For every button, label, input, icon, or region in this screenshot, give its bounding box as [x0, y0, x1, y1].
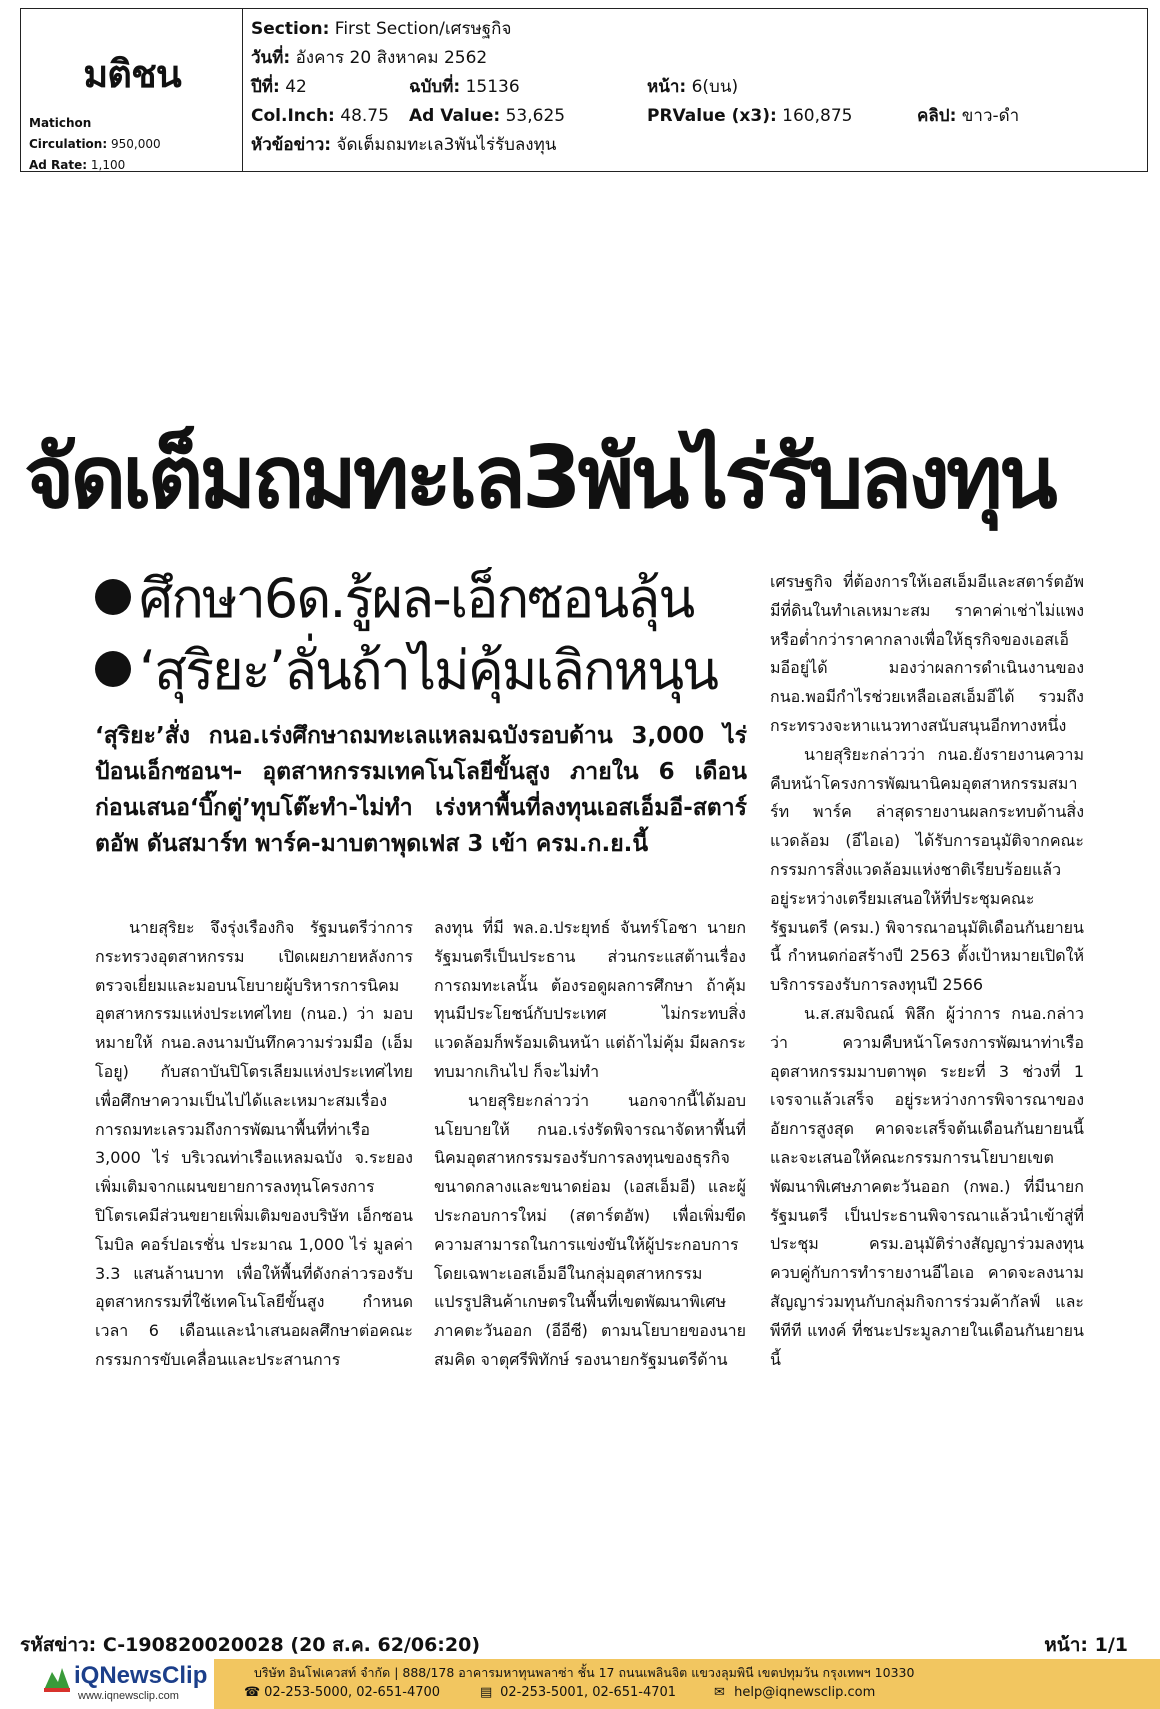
section-row [251, 15, 1139, 44]
page-label: หน้า: [647, 77, 687, 97]
headline-row [251, 131, 1139, 160]
colinch-label: Col.Inch: [251, 106, 335, 126]
issue-row [251, 73, 1139, 102]
phone-icon: ☎ [244, 1685, 261, 1700]
subhead-1-text: ศึกษา6ด.รู้ผล-เอ็กซอนลุ้น [139, 567, 694, 630]
publication-panel [21, 9, 243, 171]
bullet-icon [95, 651, 131, 687]
value-row [251, 102, 1139, 131]
article-column-3 [770, 568, 1084, 1374]
iqnewsclip-logo[interactable] [38, 1660, 208, 1706]
paragraph: เศรษฐกิจ ที่ต้องการให้เอสเอ็มอีและสตาร์ตอัพมีที่ดินในทำเลเหมาะสม ราคาค่าเช่าไม่แพงหรือต่ำกว่าราคากลางเพื่อให้ธุรกิจของเอสเอ็มอีอยู่ได้ มองว่าผลการดำเนินงานของ กนอ.พอมีกำไรช่วยเหลือเอสเอ็มอีได้ รวมถึงกระทรวงจะหาแนวทางสนับสนุนอีกทางหนึ่ง [770, 572, 1084, 735]
fax-icon: ▤ [480, 1685, 493, 1700]
email-address[interactable]: help@iqnewsclip.com [734, 1685, 876, 1700]
clip-header [20, 8, 1148, 172]
year-label: ปีที่: [251, 77, 280, 97]
page-count: หน้า: 1/1 [1044, 1634, 1128, 1656]
brand-name: iQNewsClip [74, 1662, 208, 1689]
headline-label: หัวข้อข่าว: [251, 135, 332, 155]
issue-value: 15136 [465, 77, 520, 97]
subhead-2-text: ‘สุริยะ’ลั่นถ้าไม่คุ้มเลิกหนุน [139, 639, 718, 702]
date-value: อังคาร 20 สิงหาคม 2562 [295, 48, 488, 68]
publication-meta [29, 113, 161, 176]
section-label: Section: [251, 19, 330, 39]
prvalue-value: 160,875 [782, 106, 853, 126]
section-value: First Section/เศรษฐกิจ [334, 19, 512, 39]
news-reference-code: รหัสข่าว: C-190820020028 (20 ส.ค. 62/06:20) [20, 1634, 481, 1656]
date-label: วันที่: [251, 48, 291, 68]
publication-logo: มติชน [83, 52, 181, 96]
adrate-value: 1,100 [90, 158, 126, 172]
issue-label: ฉบับที่: [409, 77, 461, 97]
article-headline: จัดเต็มถมทะเล3พันไร่รับลงทุน [24, 428, 1054, 528]
paragraph: ลงทุน ที่มี พล.อ.ประยุทธ์ จันทร์โอชา นายกรัฐมนตรีเป็นประธาน ส่วนกระแสต้านเรื่องการถมทะเลนั้น ต้องรอดูผลการศึกษา ถ้าคุ้มทุนมีประโยชน์กับประเทศ ไม่กระทบสิ่งแวดล้อมก็พร้อมเดินหน้า แต่ถ้าไม่คุ้ม มีผลกระทบมากเกินไป ก็จะไม่ทำ [434, 918, 746, 1081]
article-column-2 [434, 914, 746, 1375]
article-column-1 [95, 914, 413, 1375]
circulation-value: 950,000 [110, 137, 161, 151]
adrate-label: Ad Rate: [29, 158, 88, 172]
colinch-value: 48.75 [340, 106, 389, 126]
prvalue-label: PRValue (x3): [647, 106, 777, 126]
article-subhead-2 [95, 636, 717, 706]
paragraph: นายสุริยะ จึงรุ่งเรืองกิจ รัฐมนตรีว่าการกระทรวงอุตสาหกรรม เปิดเผยภายหลังการตรวจเยี่ยมและมอบนโยบายผู้บริหารการนิคมอุตสาหกรรมแห่งประเทศไทย (กนอ.) ว่า มอบหมายให้ กนอ.ลงนามบันทึกความร่วมมือ (เอ็มโอยู) กับสถาบันปิโตรเลียมแห่งประเทศไทย เพื่อศึกษาความเป็นไปได้และเหมาะสมเรื่องการถมทะเลรวมถึงการพัฒนาพื้นที่ท่าเรือ 3,000 ไร่ บริเวณท่าเรือแหลมฉบัง จ.ระยอง เพิ่มเติมจากแผนขยายการลงทุนโครงการปิโตรเคมีส่วนขยายเพิ่มเติมของบริษัท เอ็กซอน โมบิล คอร์ปอเรชั่น ประมาณ 1,000 ไร่ มูลค่า 3.3 แสนล้านบาท เพื่อให้พื้นที่ดังกล่าวรองรับอุตสาหกรรมที่ใช้เทคโนโลยีขั้นสูง กำหนดเวลา 6 เดือนและนำเสนอผลศึกษาต่อคณะกรรมการขับเคลื่อนและประสานการ [95, 918, 413, 1369]
article-lead: ‘สุริยะ’สั่ง กนอ.เร่งศึกษาถมทะเลแหลมฉบังรอบด้าน 3,000 ไร่ ป้อนเอ็กซอนฯ- อุตสาหกรรมเทคโนโลยีขั้นสูง ภายใน 6 เดือน ก่อนเสนอ‘บิ๊กตู่’ทุบโต๊ะทำ-ไม่ทำ เร่งหาพื้นที่ลงทุนเอสเอ็มอี-สตาร์ตอัพ ดันสมาร์ท พาร์ค-มาบตาพุดเฟส 3 เข้า ครม.ก.ย.นี้ [95, 723, 747, 857]
phone-numbers: 02-253-5000, 02-651-4700 [264, 1685, 441, 1700]
company-address: บริษัท อินโฟเควสท์ จำกัด | 888/178 อาคารมหาทุนพลาซ่า ชั้น 17 ถนนเพลินจิต แขวงลุมพินี เขตปทุมวัน กรุงเทพฯ 10330 [254, 1665, 915, 1680]
bullet-icon [95, 579, 131, 615]
paragraph: นายสุริยะกล่าวว่า กนอ.ยังรายงานความคืบหน้าโครงการพัฒนานิคมอุตสาหกรรมสมาร์ท พาร์ค ล่าสุดรายงานผลกระทบด้านสิ่งแวดล้อม (อีไอเอ) ได้รับการอนุมัติจากคณะกรรมการสิ่งแวดล้อมแห่งชาติเรียบร้อยแล้ว อยู่ระหว่างเตรียมเสนอให้ที่ประชุมคณะรัฐมนตรี (ครม.) พิจารณาอนุมัติเดือนกันยายนนี้ กำหนดก่อสร้างปี 2563 ตั้งเป้าหมายเปิดให้บริการรองรับการลงทุนปี 2566 [770, 744, 1084, 995]
fax-numbers: 02-253-5001, 02-651-4701 [500, 1685, 677, 1700]
email-icon: ✉ [714, 1685, 725, 1700]
advalue-label: Ad Value: [409, 106, 501, 126]
article-subhead-1 [95, 564, 693, 634]
year-value: 42 [285, 77, 307, 97]
newsclip-logo-icon [42, 1664, 72, 1694]
clip-label: คลิป: [917, 106, 957, 126]
paragraph: นายสุริยะกล่าวว่า นอกจากนี้ได้มอบนโยบายให้ กนอ.เร่งรัดพิจารณาจัดหาพื้นที่นิคมอุตสาหกรรมรองรับการลงทุนของธุรกิจขนาดกลางและขนาดย่อม (เอสเอ็มอี) และผู้ประกอบการใหม่ (สตาร์ตอัพ) เพื่อเพิ่มขีดความสามารถในการแข่งขันให้ผู้ประกอบการ โดยเฉพาะเอสเอ็มอีในกลุ่มอุตสาหกรรมแปรรูปสินค้าเกษตรในพื้นที่เขตพัฒนาพิเศษภาคตะวันออก (อีอีซี) ตามนโยบายของนายสมคิด จาตุศรีพิทักษ์ รองนายกรัฐมนตรีด้าน [434, 1090, 746, 1369]
brand-url[interactable]: www.iqnewsclip.com [78, 1690, 179, 1702]
date-row [251, 44, 1139, 73]
footer-contact-bar [214, 1659, 1160, 1709]
paragraph: น.ส.สมจิณณ์ พิลึก ผู้ว่าการ กนอ.กล่าวว่า ความคืบหน้าโครงการพัฒนาท่าเรืออุตสาหกรรมมาบตาพุด ระยะที่ 3 ช่วงที่ 1 เจรจาแล้วเสร็จ อยู่ระหว่างการพิจารณาของอัยการสูงสุด คาดจะเสร็จต้นเดือนกันยายนนี้ และจะเสนอให้คณะกรรมการนโยบายเขตพัฒนาพิเศษภาคตะวันออก (กพอ.) ที่มีนายกรัฐมนตรี เป็นประธานพิจารณาแล้วนำเข้าสู่ที่ประชุม ครม.อนุมัติร่างสัญญาร่วมลงทุน ควบคู่กับการทำรายงานอีไอเอ คาดจะลงนามสัญญาร่วมทุนกับกลุ่มกิจการร่วมค้ากัลฟ์ และพีทีที แทงค์ ที่ชนะประมูลภายในเดือนกันยายนนี้ [770, 1003, 1084, 1369]
clip-info-panel [251, 15, 1139, 160]
circulation-label: Circulation: [29, 137, 108, 151]
advalue-value: 53,625 [505, 106, 566, 126]
page-value: 6(บน) [691, 77, 739, 97]
headline-value: จัดเต็มถมทะเล3พันไร่รับลงทุน [336, 135, 557, 155]
publication-name: Matichon [29, 116, 92, 130]
clip-value: ขาว-ดำ [961, 106, 1020, 126]
